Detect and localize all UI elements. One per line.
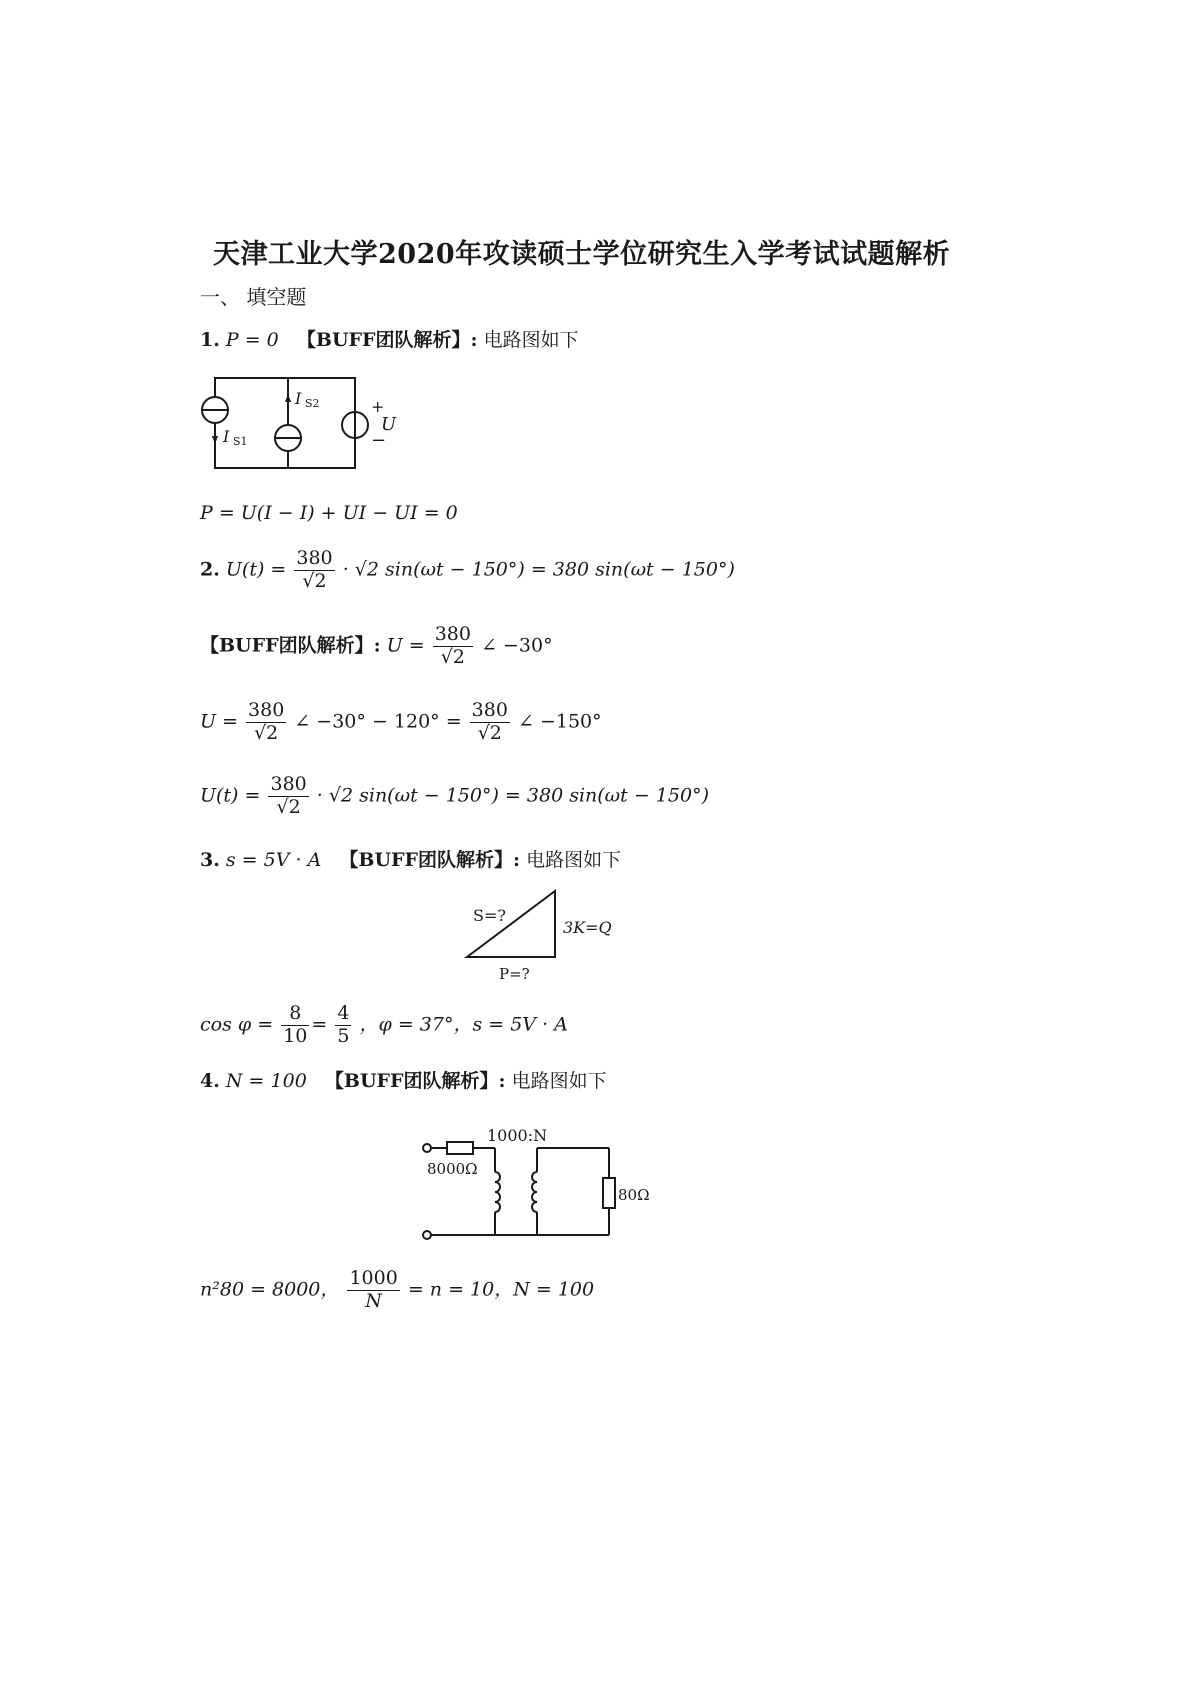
q1-number: 1. xyxy=(200,329,220,351)
q1-buff-label: 【BUFF团队解析】: xyxy=(296,329,478,351)
q4-r1-label: 8000Ω xyxy=(427,1160,478,1178)
q2-answer-prefix: U(t) = xyxy=(225,558,287,581)
q2-number: 2. xyxy=(200,558,220,581)
q1-circuit-diagram xyxy=(195,368,425,478)
q4-sol-suffix: = n = 10，N = 100 xyxy=(407,1278,595,1301)
q1-circuit-label: 电路图如下 xyxy=(483,329,579,351)
question-1 xyxy=(200,325,579,352)
q4-ratio-label: 1000:N xyxy=(487,1126,548,1145)
q4-number: 4. xyxy=(200,1070,220,1092)
q2-uc-suffix: ∠ −150° xyxy=(517,710,602,733)
q3-hyp-label: S=? xyxy=(473,906,506,925)
q1-is2-sub: S2 xyxy=(305,397,320,410)
q2-ub-prefix: U = xyxy=(386,634,425,657)
section-heading: 一、 填空题 xyxy=(200,285,307,309)
q1-u-label: U xyxy=(381,414,397,435)
q3-solution: cos φ = $\frac{8}{10}$ = $\frac{4}{5}$ ，φ = 37°，s = 5V · A xyxy=(200,1002,568,1047)
question-4 xyxy=(200,1066,607,1093)
q2-ut-prefix: U(t) = xyxy=(200,784,261,807)
q1-plus-label: + xyxy=(371,397,385,416)
q4-circuit-label: 电路图如下 xyxy=(511,1070,607,1092)
q2-answer-fraction: $\frac{380}{√2}$ xyxy=(296,547,333,592)
q4-transformer-diagram xyxy=(415,1120,675,1250)
q4-answer: N = 100 xyxy=(225,1070,307,1092)
q2-uc-prefix: U = xyxy=(200,710,238,733)
q3-power-triangle xyxy=(455,885,635,985)
question-2 xyxy=(200,548,735,593)
q3-fraction-1: $\frac{8}{10}$ xyxy=(283,1002,308,1047)
q2-uc-fraction-1: $\frac{380}{√2}$ xyxy=(248,699,285,744)
q2-answer-rest: · √2 sin(ωt − 150°) = 380 sin(ωt − 150°) xyxy=(342,558,735,581)
q1-answer: P = 0 xyxy=(225,329,279,351)
q2-uc-fraction-2: $\frac{380}{√2}$ xyxy=(471,699,508,744)
q3-cos-prefix: cos φ = xyxy=(200,1013,274,1036)
q3-answer: s = 5V · A xyxy=(225,849,322,871)
q4-fraction: $\frac{1000}{N}$ xyxy=(349,1267,398,1312)
q2-buff-label: 【BUFF团队解析】: xyxy=(200,634,381,657)
q3-cos-suffix: ，φ = 37°，s = 5V · A xyxy=(359,1013,568,1036)
q2-ub-fraction: $\frac{380}{√2}$ xyxy=(434,623,471,668)
q1-solution: P = U(I − I) + UI − UI = 0 xyxy=(200,502,458,524)
q2-ut-suffix: · √2 sin(ωt − 150°) = 380 sin(ωt − 150°) xyxy=(316,784,709,807)
q3-side-label: 3K=Q xyxy=(563,918,612,937)
q4-sol-prefix: n²80 = 8000， xyxy=(200,1278,340,1301)
q1-minus-label: − xyxy=(371,430,387,451)
question-3 xyxy=(200,845,621,872)
page-title: 天津工业大学2020年攻读硕士学位研究生入学考试试题解析 xyxy=(213,239,951,270)
q2-ub-line xyxy=(200,624,553,669)
q2-ut-line xyxy=(200,774,709,819)
q3-buff-label: 【BUFF团队解析】: xyxy=(339,849,521,871)
q3-number: 3. xyxy=(200,849,220,871)
q2-ub-suffix: ∠ −30° xyxy=(481,634,553,657)
q2-uc-line xyxy=(200,700,602,745)
q3-circuit-label: 电路图如下 xyxy=(526,849,622,871)
q1-is1-sub: S1 xyxy=(233,435,248,448)
q4-buff-label: 【BUFF团队解析】: xyxy=(324,1070,506,1092)
q4-solution xyxy=(200,1268,594,1313)
q1-is2-label: I xyxy=(295,389,302,408)
q1-is1-label: I xyxy=(223,427,230,446)
q2-ut-fraction: $\frac{380}{√2}$ xyxy=(270,773,307,818)
q4-r2-label: 80Ω xyxy=(618,1186,650,1204)
q3-base-label: P=? xyxy=(499,965,530,983)
q3-fraction-2: $\frac{4}{5}$ xyxy=(337,1002,350,1047)
q2-uc-mid: ∠ −30° − 120° = xyxy=(294,710,462,733)
